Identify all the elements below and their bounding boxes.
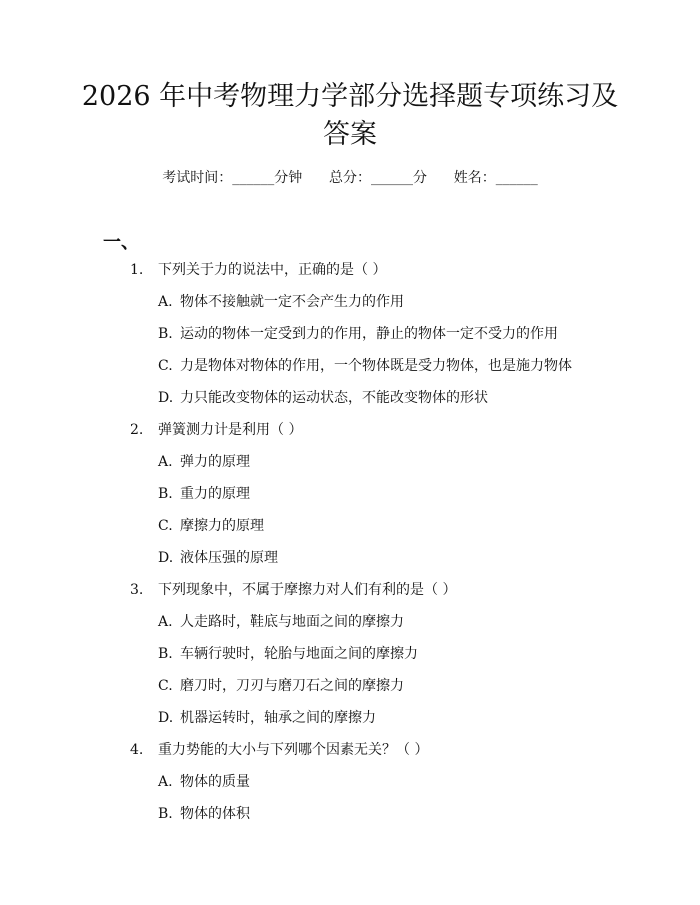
option-letter: B. (158, 806, 173, 822)
option-letter: A. (158, 614, 173, 630)
question-2-option-a (158, 452, 250, 472)
exam-time-label: 考试时间：______分钟 (162, 170, 303, 186)
question-text: 弹簧测力计是利用（ ） (158, 422, 303, 438)
option-text: 液体压强的原理 (180, 550, 278, 566)
question-2-option-c (158, 516, 264, 536)
total-score-label: 总分：______分 (329, 170, 427, 186)
option-letter: A. (158, 454, 173, 470)
option-letter: B. (158, 646, 173, 662)
question-1-option-b (158, 324, 558, 344)
option-text: 机器运转时，轴承之间的摩擦力 (180, 710, 376, 726)
exam-meta (0, 168, 700, 188)
option-text: 力是物体对物体的作用，一个物体既是受力物体，也是施力物体 (180, 358, 572, 374)
option-letter: B. (158, 486, 173, 502)
option-letter: D. (158, 550, 174, 566)
question-2-option-b (158, 484, 250, 504)
question-4 (130, 740, 428, 760)
option-letter: D. (158, 390, 174, 406)
option-text: 磨刀时，刀刃与磨刀石之间的摩擦力 (180, 678, 404, 694)
question-3-option-b (158, 644, 418, 664)
option-text: 运动的物体一定受到力的作用，静止的物体一定不受力的作用 (180, 326, 558, 342)
question-1-option-d (158, 388, 488, 408)
question-4-option-a (158, 772, 250, 792)
question-number: 2. (130, 422, 144, 438)
option-text: 物体的质量 (180, 774, 250, 790)
question-number: 1. (130, 262, 144, 278)
student-name-label: 姓名：______ (453, 170, 538, 186)
option-text: 人走路时，鞋底与地面之间的摩擦力 (180, 614, 404, 630)
option-letter: C. (158, 678, 173, 694)
option-text: 物体不接触就一定不会产生力的作用 (180, 294, 404, 310)
section-heading: 一、 (103, 232, 139, 253)
option-text: 摩擦力的原理 (180, 518, 264, 534)
option-letter: A. (158, 774, 173, 790)
document-title (60, 78, 640, 154)
question-3-option-a (158, 612, 404, 632)
option-text: 车辆行驶时，轮胎与地面之间的摩擦力 (180, 646, 418, 662)
question-1 (130, 260, 386, 280)
question-number: 3. (130, 582, 144, 598)
title-line-2: 答案 (323, 119, 377, 150)
option-text: 重力的原理 (180, 486, 250, 502)
option-text: 物体的体积 (180, 806, 250, 822)
option-text: 弹力的原理 (180, 454, 250, 470)
option-letter: B. (158, 326, 173, 342)
question-3-option-c (158, 676, 404, 696)
question-2 (130, 420, 302, 440)
option-letter: D. (158, 710, 174, 726)
question-1-option-c (158, 356, 572, 376)
option-letter: C. (158, 518, 173, 534)
option-letter: C. (158, 358, 173, 374)
option-text: 力只能改变物体的运动状态，不能改变物体的形状 (180, 390, 488, 406)
question-text: 下列现象中，不属于摩擦力对人们有利的是（ ） (158, 582, 457, 598)
question-text: 重力势能的大小与下列哪个因素无关？（ ） (158, 742, 429, 758)
question-number: 4. (130, 742, 144, 758)
title-line-1: 2026 年中考物理力学部分选择题专项练习及 (81, 81, 619, 112)
question-2-option-d (158, 548, 278, 568)
question-3-option-d (158, 708, 376, 728)
question-3 (130, 580, 456, 600)
question-4-option-b (158, 804, 250, 824)
question-1-option-a (158, 292, 404, 312)
option-letter: A. (158, 294, 173, 310)
question-text: 下列关于力的说法中，正确的是（ ） (158, 262, 387, 278)
